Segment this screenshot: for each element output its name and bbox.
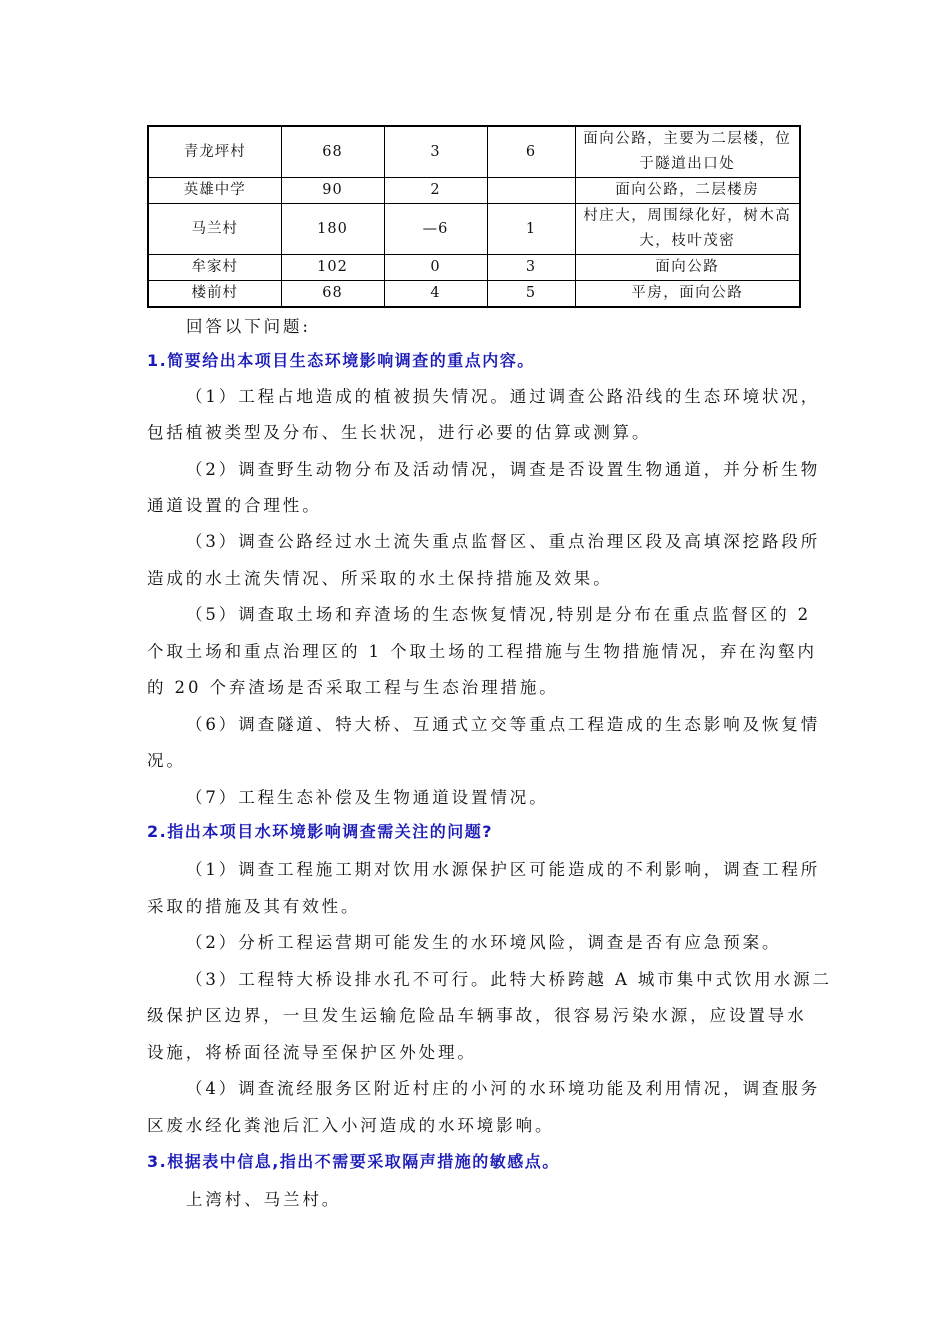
paragraph-line: 采取的措施及其有效性。 (147, 897, 361, 916)
count-value: 3 (487, 255, 575, 281)
paragraph-line: （3）工程特大桥设排水孔不可行。此特大桥跨越 A 城市集中式饮用水源二 (186, 970, 832, 989)
paragraph-line: （3）调查公路经过水土流失重点监督区、重点治理区段及高填深挖路段所 (186, 532, 821, 551)
table-row (148, 281, 800, 308)
paragraph-line: （1）调查工程施工期对饮用水源保护区可能造成的不利影响，调查工程所 (186, 860, 821, 879)
paragraph-line: 设施，将桥面径流导至保护区外处理。 (147, 1043, 477, 1062)
description-cell: 面向公路，二层楼房 (575, 178, 800, 204)
height-diff-value: —6 (384, 204, 487, 255)
paragraph-line: （4）调查流经服务区附近村庄的小河的水环境功能及利用情况，调查服务 (186, 1079, 821, 1098)
paragraph-line: （2）调查野生动物分布及活动情况，调查是否设置生物通道，并分析生物 (186, 460, 821, 479)
description-cell: 村庄大，周围绿化好，树木高 大，枝叶茂密 (575, 204, 800, 255)
table-row (148, 178, 800, 204)
village-name: 马兰村 (148, 204, 281, 255)
paragraph-line: 况。 (147, 751, 186, 770)
village-name: 英雄中学 (148, 178, 281, 204)
village-name: 青龙坪村 (148, 126, 281, 178)
distance-value: 90 (281, 178, 384, 204)
intro-text: 回答以下问题: (186, 317, 311, 336)
village-name: 楼前村 (148, 281, 281, 308)
paragraph-line: （1）工程占地造成的植被损失情况。通过调查公路沿线的生态环境状况， (186, 387, 821, 406)
paragraph-line: 包括植被类型及分布、生长状况，进行必要的估算或测算。 (147, 423, 652, 442)
paragraph-line: （2）分析工程运营期可能发生的水环境风险，调查是否有应急预案。 (186, 933, 782, 952)
village-name: 牟家村 (148, 255, 281, 281)
table-row (148, 126, 800, 178)
count-value (487, 178, 575, 204)
paragraph-line: 区废水经化粪池后汇入小河造成的水环境影响。 (147, 1116, 555, 1135)
description-cell: 面向公路，主要为二层楼，位 于隧道出口处 (575, 126, 800, 178)
paragraph-line: 个取土场和重点治理区的 1 个取土场的工程措施与生物措施情况，弃在沟壑内 (147, 642, 817, 661)
count-value: 5 (487, 281, 575, 308)
paragraph-line: （5）调查取土场和弃渣场的生态恢复情况,特别是分布在重点监督区的 2 (186, 605, 812, 624)
height-diff-value: 0 (384, 255, 487, 281)
description-cell: 面向公路 (575, 255, 800, 281)
distance-value: 102 (281, 255, 384, 281)
question-1-heading: 1.简要给出本项目生态环境影响调查的重点内容。 (147, 351, 535, 370)
question-2-heading: 2.指出本项目水环境影响调查需关注的问题? (147, 822, 493, 841)
description-cell: 平房，面向公路 (575, 281, 800, 308)
paragraph-line: 的 20 个弃渣场是否采取工程与生态治理措施。 (147, 678, 559, 697)
sensitive-points-table (147, 125, 801, 308)
paragraph-line: 级保护区边界，一旦发生运输危险品车辆事故，很容易污染水源，应设置导水 (147, 1006, 807, 1025)
distance-value: 68 (281, 281, 384, 308)
paragraph-line: （6）调查隧道、特大桥、互通式立交等重点工程造成的生态影响及恢复情 (186, 715, 821, 734)
table-row (148, 204, 800, 255)
answer-text: 上湾村、马兰村。 (186, 1190, 342, 1209)
height-diff-value: 4 (384, 281, 487, 308)
paragraph-line: （7）工程生态补偿及生物通道设置情况。 (186, 788, 549, 807)
distance-value: 180 (281, 204, 384, 255)
distance-value: 68 (281, 126, 384, 178)
paragraph-line: 造成的水土流失情况、所采取的水土保持措施及效果。 (147, 569, 613, 588)
height-diff-value: 3 (384, 126, 487, 178)
question-3-heading: 3.根据表中信息,指出不需要采取隔声措施的敏感点。 (147, 1152, 560, 1171)
count-value: 1 (487, 204, 575, 255)
paragraph-line: 通道设置的合理性。 (147, 496, 322, 515)
table-row (148, 255, 800, 281)
height-diff-value: 2 (384, 178, 487, 204)
count-value: 6 (487, 126, 575, 178)
